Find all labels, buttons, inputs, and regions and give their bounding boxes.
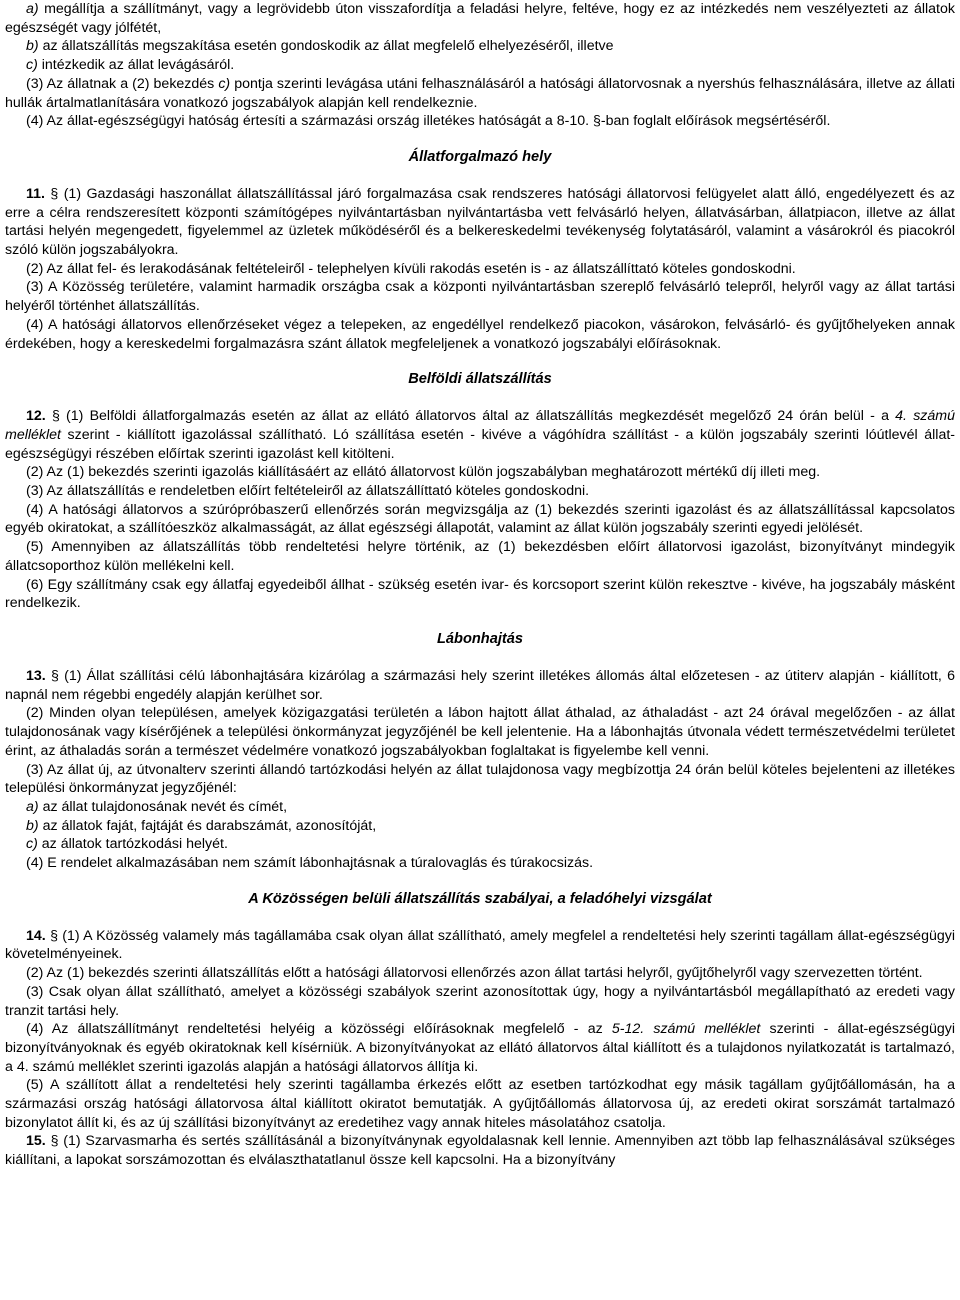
section-sign[interactable]: § (50, 185, 59, 202)
section-sign[interactable]: § (50, 1133, 59, 1150)
text-run: (3) Az állatszállítás e rendeletben előírt feltételeiről az állatszállíttató köteles gondoskodni. (26, 483, 590, 500)
paragraph (5, 501, 955, 538)
text-run: szerinti - állat-egészségügyi bizonyítványoknak és egyéb okiratoknak kell kísérniük. A bizonyítványokat az ellátó állatorvos által kiállított és a tulajdonos nyilatkozatát is tartalmazó, a 4. számú melléklet szerinti igazolás alapján a hatósági állatorvos állítja ki. (5, 1021, 955, 1075)
section-heading: Lábonhajtás (437, 630, 523, 647)
paragraph (5, 761, 955, 798)
paragraph-number: 15. (26, 1133, 46, 1150)
paragraph (5, 1076, 955, 1132)
section-sign[interactable]: § (593, 113, 601, 130)
paragraph (5, 0, 955, 37)
paragraph (5, 482, 955, 501)
text-run: (1) Gazdasági haszonállat állatszállítással járó forgalmazása csak rendszeres hatósági állatorvosi felügyelet alatt álló, engedélyezett és az erre a célra rendszeresített központi számítógépes nyilvántartásban nyilvántartásba vett felvásárló helyen, állatvásárban, állatpiacon, illetve az állat tartási helyén megengedett, figyelemmel az üzletek működéséről és a belkereskedelmi tevékenység folytatásáról, valamint a vásárokról és piacokról szóló külön jogszabályokra. (5, 185, 955, 259)
text-run: az állat tulajdonosának nevét és címét, (38, 798, 288, 815)
text-run: (5) A szállított állat a rendeltetési hely szerinti tagállamba érkezés előtt az esetben tartózkodhat egy másik tagállam gyűjtőállomásán, ha a származási ország hatósági állatorvosa által kiállított okiratot bemutatják. A gyűjtőállomás állatorvosa új, az eredeti okirat sorszámát tartalmazó bizonylatot állít ki, és az új szállítási bizonyítványt az eredetihez vagy annak hiteles másolatához csatolja. (5, 1077, 955, 1131)
section-sign[interactable]: § (50, 927, 58, 944)
text-run: (4) A hatósági állatorvos ellenőrzéseket végez a telepeken, az engedéllyel rendelkező piacokon, vásárokon, felvásárló- és gyűjtőhelyeken annak érdekében, hogy a kereskedelmi forgalmazásra szánt állatok megfeleljenek a vonatkozó jogszabályi előírásoknak. (5, 316, 955, 352)
paragraph (5, 56, 955, 75)
paragraph (5, 112, 955, 131)
text-run: (4) E rendelet alkalmazásában nem számít lábonhajtásnak a túralovaglás és túrakocsizás. (26, 855, 594, 872)
text-run: (2) Az állat fel- és lerakodásának feltételeiről - telephelyen kívüli rakodás esetén is - az állatszállíttató köteles gondoskodni. (26, 260, 796, 277)
paragraph (5, 927, 955, 964)
paragraph-number: 14. (26, 927, 46, 944)
paragraph-number: 13. (26, 667, 46, 684)
paragraph (5, 538, 955, 575)
paragraph (5, 1020, 955, 1076)
text-run: (4) Az állatszállítmányt rendeltetési helyéig a közösségi előírásoknak megfelelő - az (26, 1021, 612, 1038)
paragraph (5, 964, 955, 983)
text-run: -ban foglalt előírások megsértéséről. (600, 113, 831, 130)
paragraph (5, 278, 955, 315)
text-run: (3) Csak olyan állat szállítható, amelyet a közösségi szabályok szerint azonosítottak úgy, hogy a nyilvántartásból megállapítható az eredeti vagy tranzit tartási hely. (5, 983, 955, 1019)
paragraph (5, 185, 955, 260)
paragraph (5, 37, 955, 56)
text-run: (4) A hatósági állatorvos a szúrópróbaszerű ellenőrzés során megvizsgálja az (1) bekezdés szerinti igazolást és az állatszállítással kapcsolatos egyéb okiratokat, a szállítóeszköz alkalmasságát, az állat egészségi állapotát, valamint az állat külön jogszabály szerinti egyedi jelölését. (5, 501, 955, 537)
paragraph-number: 12. (26, 408, 46, 425)
paragraph (5, 463, 955, 482)
text-run: (1) Állat szállítási célú lábonhajtására kizárólag a származási hely szerint illetékes állomás által előzetesen - az útiterv alapján - kiállított, 6 napnál nem régebbi engedély alapján kerülhet sor. (5, 667, 955, 703)
text-run: (3) A Közösség területére, valamint harmadik országba csak a központi nyilvántartásban szereplő felvásárló telepről, helyről vagy az állat tartási helyéről történhet állatszállítás. (5, 279, 955, 315)
text-run: c) (26, 57, 38, 74)
text-run: b) (26, 38, 39, 55)
paragraph (5, 407, 955, 463)
paragraph (5, 1132, 955, 1169)
text-run: pontja szerinti levágása utáni felhasználásáról a hatósági állatorvosnak a nyershús felhasználására, illetve az állati hullák ártalmatlanítására vonatkozó jogszabályok alapján kell rendelkeznie. (5, 75, 955, 111)
paragraph (5, 835, 955, 854)
text-run: (3) Az állatnak a (2) bekezdés (26, 75, 219, 92)
text-run: c) (26, 836, 38, 853)
text-run: az állatok faját, fajtáját és darabszámát, azonosítóját, (38, 817, 377, 834)
paragraph (5, 817, 955, 836)
paragraph (5, 75, 955, 112)
section-heading: A Közösségen belüli állatszállítás szabályai, a feladóhelyi vizsgálat (248, 890, 712, 907)
text-run: a) (26, 798, 39, 815)
text-run: (1) Belföldi állatforgalmazás esetén az állat az ellátó állatorvos által az állatszállítás megkezdését megelőző 24 órán belül - a (59, 408, 896, 425)
text-run: (1) A Közösség valamely más tagállamába csak olyan állat szállítható, amely megfelel a rendeltetési hely szerinti tagállam állat-egészségügyi követelményeinek. (5, 927, 955, 963)
section-sign[interactable]: § (50, 667, 59, 684)
paragraph (5, 854, 955, 873)
paragraph (5, 260, 955, 279)
section-heading: Állatforgalmazó hely (408, 148, 552, 165)
text-run: (6) Egy szállítmány csak egy állatfaj egyedeiből állhat - szükség esetén ivar- és korcsoport szerint külön rekesztve - kivéve, ha jogszabály másként rendelkezik. (5, 576, 955, 612)
text-run: az állatok tartózkodási helyét. (37, 836, 228, 853)
text-run: b) (26, 817, 39, 834)
paragraph (5, 667, 955, 704)
paragraph (5, 704, 955, 760)
text-run: 5-12. számú melléklet (611, 1021, 761, 1038)
text-run: c) (218, 75, 231, 92)
text-run: az állatszállítás megszakítása esetén gondoskodik az állat megfelelő elhelyezéséről, illetve (38, 38, 614, 55)
text-run: (1) Szarvasmarha és sertés szállításánál a bizonyítványnak egyoldalasnak kell lennie. Amennyiben azt több lap felhasználásával szükséges kiállítani, a lapokat sorszámozottan és elválaszthatatlanul össze kell kapcsolni. Ha a bizonyítvány (5, 1133, 955, 1169)
text-run: szerint - kiállított igazolással szállítható. Ló szállítása esetén - kivéve a vágóhídra szállítást - a külön jogszabály szerinti lóútlevél állat-egészségügyi részében előírtak szerinti igazolást kell kitölteni. (5, 426, 955, 462)
section-heading: Belföldi állatszállítás (408, 371, 552, 388)
text-run: (2) Minden olyan településen, amelyek közigazgatási területén a lábon hajtott állat áthalad, az áthaladást - azt 24 órával megelőzően - az állat tulajdonosának vagy kísérőjének a települési önkormányzat jegyzőjénél be kell jelentenie. Ha a lábonhajtás útvonala védett természetvédelmi területet érint, az áthaladás során a természet védelmére vonatkozó jogszabályokban foglaltakat is figyelembe kell venni. (5, 705, 955, 759)
text-run: (5) Amennyiben az állatszállítás több rendeltetési helyre történik, az (1) bekezdésben előírt állatorvosi igazolást, bizonyítványt mindegyik állatcsoporthoz külön mellékelni kell. (5, 539, 955, 574)
text-run: (2) Az (1) bekezdés szerinti igazolás kiállításáért az ellátó állatorvost külön jogszabályban meghatározott mértékű díj illeti meg. (26, 464, 821, 481)
paragraph (5, 316, 955, 353)
text-run: (4) Az állat-egészségügyi hatóság értesíti a származási ország illetékes hatóságát a 8-10. (26, 113, 594, 130)
section-sign[interactable]: § (51, 408, 60, 425)
paragraph-number: 11. (26, 185, 45, 202)
text-run: 4. számú melléklet (5, 408, 955, 443)
text-run: a) (26, 1, 39, 17)
text-run: intézkedik az állat levágásáról. (37, 57, 235, 74)
paragraph (5, 576, 955, 613)
paragraph (5, 983, 955, 1020)
paragraph (5, 798, 955, 817)
text-run: (3) Az állat új, az útvonalterv szerinti állandó tartózkodási helyén az állat tulajdonosa vagy megbízottja 24 órán belül köteles bejelenteni az illetékes települési önkormányzat jegyzőjénél: (5, 761, 955, 797)
text-run: megállítja a szállítmányt, vagy a legrövidebb úton visszafordítja a feladási helyre, feltéve, hogy ez az intézkedés nem veszélyezteti az állatok egészségét vagy jólfétét, (5, 1, 955, 36)
text-run: (2) Az (1) bekezdés szerinti állatszállítás előtt a hatósági állatorvosi ellenőrzés azon állat tartási helyről, gyűjtőhelyről vagy szervezetten történt. (26, 965, 923, 982)
